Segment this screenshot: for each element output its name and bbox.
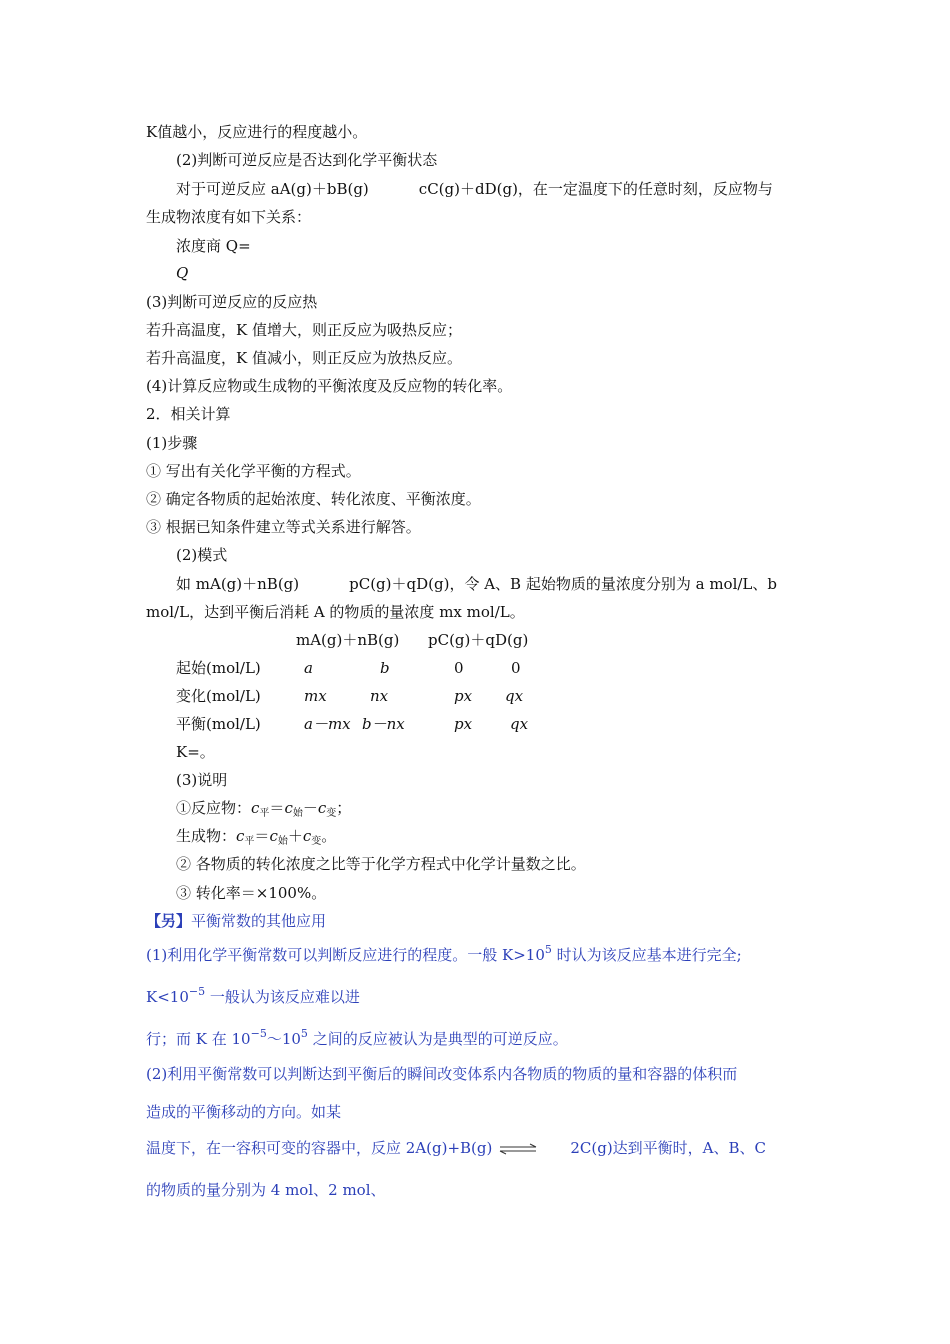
- table-cell: qx: [505, 687, 524, 705]
- text-line: (3)判断可逆反应的反应热: [146, 293, 318, 311]
- text-line: ③ 转化率＝×100%。: [176, 884, 327, 902]
- title-text: 平衡常数的其他应用: [191, 912, 327, 930]
- text-line: [176, 179, 773, 199]
- text-line: 生成物浓度有如下关系：: [146, 208, 312, 226]
- table-row-label: 变化(mol/L): [176, 687, 261, 705]
- text-line: 行；而 K 在 $10^{-5}\sim 10^5$ 之间的反应被认为是典型的可逆反应。: [146, 1027, 568, 1048]
- text-line: ① 写出有关化学平衡的方程式。: [146, 462, 361, 480]
- product-formula: 生成物：$c_平=c_始+c_变$。: [176, 827, 337, 847]
- text-line: 若升高温度，K 值增大，则正反应为吸热反应；: [146, 321, 462, 339]
- text-line: 浓度商 Q=: [176, 237, 251, 255]
- table-cell: 0: [454, 659, 464, 677]
- title-bracket: 【另】: [146, 912, 192, 930]
- text-line: (4)计算反应物或生成物的平衡浓度及反应物的转化率。: [146, 377, 513, 395]
- text-line: 的物质的量分别为 4 mol、2 mol、: [146, 1181, 386, 1199]
- table-cell: px: [454, 687, 473, 705]
- table-cell: 0: [511, 659, 521, 677]
- text-line: $K<10^{-5}$ 一般认为该反应难以进: [146, 985, 360, 1006]
- table-cell: a－mx: [304, 715, 351, 733]
- table-cell: a: [304, 659, 313, 677]
- text-line: [176, 574, 777, 594]
- equation-left: 对于可逆反应 aA(g)＋bB(g): [176, 180, 369, 198]
- text-line: ③ 根据已知条件建立等式关系进行解答。: [146, 518, 421, 536]
- table-cell: b－nx: [362, 715, 405, 733]
- text-line: ② 各物质的转化浓度之比等于化学方程式中化学计量数之比。: [176, 855, 586, 873]
- text-line: K值越小，反应进行的程度越小。: [146, 123, 368, 141]
- table-row-label: 起始(mol/L): [176, 659, 261, 677]
- text-line: 温度下，在一容积可变的容器中，反应 2A(g)+B(g) 2C(g)达到平衡时，A、B、C: [146, 1139, 767, 1157]
- section-heading: 2．相关计算: [146, 405, 231, 423]
- equation-left: 如 mA(g)＋nB(g): [176, 575, 300, 593]
- equation-right: cC(g)＋dD(g)，在一定温度下的任意时刻，反应物与: [418, 180, 773, 198]
- text-line: (3)说明: [176, 771, 228, 789]
- text-line: 造成的平衡移动的方向。如某: [146, 1103, 342, 1121]
- section-title: [146, 911, 326, 931]
- text-line: (2)模式: [176, 546, 228, 564]
- table-header-left: mA(g)＋nB(g): [296, 631, 400, 649]
- text-line: (2)判断可逆反应是否达到化学平衡状态: [176, 151, 438, 169]
- table-cell: nx: [370, 687, 389, 705]
- text-line: 若升高温度，K 值减小，则正反应为放热反应。: [146, 349, 462, 367]
- table-header-right: pC(g)＋qD(g): [428, 631, 529, 649]
- text-line: (1)步骤: [146, 434, 198, 452]
- text-line: (1)利用化学平衡常数可以判断反应进行的程度。一般 $K>10^5$ 时认为该反应基本进行完全;: [146, 943, 742, 964]
- reactant-formula: ①反应物：$c_平=c_始-c_变$；: [176, 799, 352, 819]
- table-cell: qx: [510, 715, 529, 733]
- table-cell: b: [380, 659, 390, 677]
- table-cell: mx: [304, 687, 327, 705]
- reversible-arrow-icon: [498, 1143, 538, 1155]
- text-line: Q: [176, 264, 189, 282]
- text-line: ② 确定各物质的起始浓度、转化浓度、平衡浓度。: [146, 490, 481, 508]
- equilibrium-constant: K=。: [176, 743, 215, 761]
- text-line: mol/L，达到平衡后消耗 A 的物质的量浓度 mx mol/L。: [146, 603, 525, 621]
- text-line: (2)利用平衡常数可以判断达到平衡后的瞬间改变体系内各物质的物质的量和容器的体积而: [146, 1065, 738, 1083]
- equation-right: pC(g)＋qD(g)，令 A、B 起始物质的量浓度分别为 a mol/L、b: [349, 575, 777, 593]
- table-cell: px: [454, 715, 473, 733]
- table-row-label: 平衡(mol/L): [176, 715, 261, 733]
